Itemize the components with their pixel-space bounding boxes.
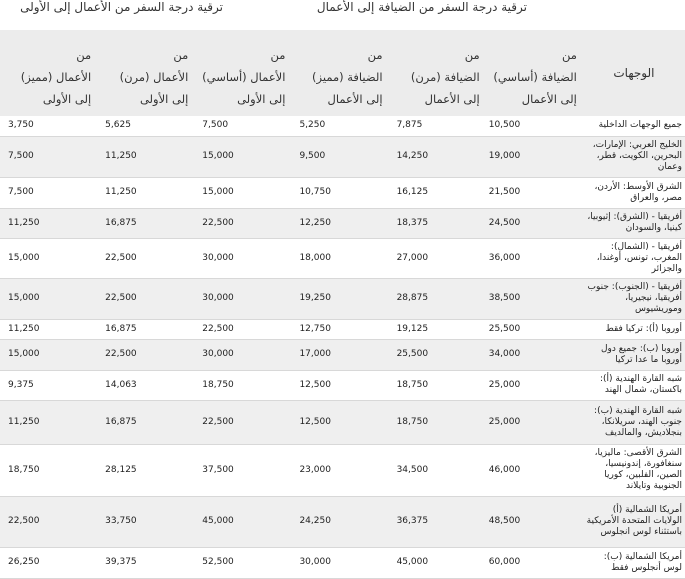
destination-cell: أمريكا الشمالية (أ) الولايات المتحدة الأمريكية باستثناء لوس انجلوس <box>583 496 685 547</box>
miles-value-cell: 25,500 <box>486 319 583 339</box>
header-col-5 <box>97 30 194 116</box>
header-destinations: الوجهات <box>583 30 685 116</box>
table-body <box>0 116 685 578</box>
miles-value-cell: 19,250 <box>291 278 388 319</box>
miles-value-cell: 7,500 <box>0 136 97 177</box>
miles-value-cell: 5,625 <box>97 116 194 136</box>
miles-value-cell: 46,000 <box>486 444 583 496</box>
miles-value-cell: 21,500 <box>486 177 583 208</box>
miles-value-cell: 25,000 <box>486 370 583 400</box>
miles-value-cell: 36,000 <box>486 238 583 278</box>
header-line: إلى الأعمال <box>327 92 383 106</box>
header-line: الأعمال (أساسي) <box>202 70 286 84</box>
miles-value-cell: 19,125 <box>389 319 486 339</box>
table-row <box>0 116 685 136</box>
miles-value-cell: 33,750 <box>97 496 194 547</box>
miles-value-cell: 34,500 <box>389 444 486 496</box>
header-line: من <box>464 48 480 62</box>
table-row <box>0 319 685 339</box>
miles-value-cell: 22,500 <box>97 238 194 278</box>
header-line: إلى الأعمال <box>521 92 577 106</box>
group-business-to-first: ترقية درجة السفر من الأعمال إلى الأولى <box>20 0 223 14</box>
miles-value-cell: 14,250 <box>389 136 486 177</box>
miles-value-cell: 23,000 <box>291 444 388 496</box>
header-line: من <box>173 48 189 62</box>
miles-value-cell: 28,125 <box>97 444 194 496</box>
destination-cell: أفريقيا - (الشمال): المغرب، تونس، أوغندا، والجزائر <box>583 238 685 278</box>
table-row <box>0 339 685 370</box>
miles-value-cell: 16,125 <box>389 177 486 208</box>
header-line: الضيافة (أساسي) <box>493 70 577 84</box>
miles-value-cell: 3,750 <box>0 116 97 136</box>
miles-value-cell: 26,250 <box>0 547 97 578</box>
miles-value-cell: 11,250 <box>97 177 194 208</box>
destination-cell: الشرق الأقصى: ماليزيا، سنغافورة، إندونيسيا، الصين، الفلبين، كوريا الجنوبية وتايلاند <box>583 444 685 496</box>
miles-value-cell: 7,875 <box>389 116 486 136</box>
table-row <box>0 208 685 238</box>
header-line: الضيافة (مرن) <box>410 70 480 84</box>
header-line: إلى الأولى <box>139 92 189 106</box>
header-col-3 <box>291 30 388 116</box>
miles-value-cell: 19,000 <box>486 136 583 177</box>
table-row <box>0 400 685 444</box>
miles-value-cell: 7,500 <box>0 177 97 208</box>
header-line: إلى الأولى <box>42 92 92 106</box>
miles-value-cell: 14,063 <box>97 370 194 400</box>
miles-value-cell: 30,000 <box>291 547 388 578</box>
miles-value-cell: 9,500 <box>291 136 388 177</box>
miles-value-cell: 60,000 <box>486 547 583 578</box>
table-row <box>0 370 685 400</box>
destination-cell: أمريكا الشمالية (ب): لوس أنجلوس فقط <box>583 547 685 578</box>
header-line: من <box>561 48 577 62</box>
miles-value-cell: 12,500 <box>291 370 388 400</box>
miles-value-cell: 48,500 <box>486 496 583 547</box>
header-line: الضيافة (مميز) <box>312 70 383 84</box>
destination-cell: أوروبا (ب): جميع دول أوروبا ما عدا تركيا <box>583 339 685 370</box>
miles-value-cell: 30,000 <box>194 278 291 319</box>
miles-value-cell: 22,500 <box>194 400 291 444</box>
header-col-4 <box>194 30 291 116</box>
header-line: الأعمال (مميز) <box>20 70 92 84</box>
miles-value-cell: 10,500 <box>486 116 583 136</box>
miles-value-cell: 24,250 <box>291 496 388 547</box>
header-line: من <box>76 48 92 62</box>
miles-value-cell: 22,500 <box>194 319 291 339</box>
miles-value-cell: 22,500 <box>97 278 194 319</box>
miles-value-cell: 18,750 <box>389 400 486 444</box>
header-line: إلى الأعمال <box>424 92 480 106</box>
destination-cell: شبه القارة الهندية (أ): باكستان، شمال الهند <box>583 370 685 400</box>
miles-value-cell: 16,875 <box>97 208 194 238</box>
table-header-row <box>0 30 685 116</box>
miles-value-cell: 52,500 <box>194 547 291 578</box>
miles-value-cell: 34,000 <box>486 339 583 370</box>
miles-value-cell: 10,750 <box>291 177 388 208</box>
miles-value-cell: 11,250 <box>0 319 97 339</box>
column-group-headers <box>0 0 685 30</box>
miles-value-cell: 22,500 <box>194 208 291 238</box>
miles-value-cell: 11,250 <box>0 208 97 238</box>
header-line: من <box>270 48 286 62</box>
miles-value-cell: 27,000 <box>389 238 486 278</box>
miles-value-cell: 18,750 <box>0 444 97 496</box>
destination-cell: الشرق الأوسط: الأردن، مصر، والعراق <box>583 177 685 208</box>
table-row <box>0 177 685 208</box>
miles-value-cell: 24,500 <box>486 208 583 238</box>
miles-value-cell: 25,500 <box>389 339 486 370</box>
destination-cell: جميع الوجهات الداخلية <box>583 116 685 136</box>
upgrade-miles-table <box>0 30 685 579</box>
group-hospitality-to-business: ترقية درجة السفر من الضيافة إلى الأعمال <box>316 0 527 14</box>
miles-value-cell: 15,000 <box>194 177 291 208</box>
table-row <box>0 496 685 547</box>
table-row <box>0 136 685 177</box>
miles-value-cell: 5,250 <box>291 116 388 136</box>
miles-value-cell: 18,000 <box>291 238 388 278</box>
miles-value-cell: 15,000 <box>0 278 97 319</box>
miles-value-cell: 25,000 <box>486 400 583 444</box>
miles-value-cell: 17,000 <box>291 339 388 370</box>
header-col-2 <box>389 30 486 116</box>
miles-value-cell: 12,750 <box>291 319 388 339</box>
miles-value-cell: 28,875 <box>389 278 486 319</box>
miles-value-cell: 11,250 <box>97 136 194 177</box>
table-row <box>0 547 685 578</box>
miles-value-cell: 7,500 <box>194 116 291 136</box>
header-col-6 <box>0 30 97 116</box>
destination-cell: الخليج العربي: الإمارات، البحرين، الكويت، قطر، وعمان <box>583 136 685 177</box>
miles-value-cell: 30,000 <box>194 339 291 370</box>
miles-value-cell: 16,875 <box>97 319 194 339</box>
miles-value-cell: 15,000 <box>0 238 97 278</box>
table-row <box>0 278 685 319</box>
destination-cell: أفريقيا - (الشرق): إثيوبيا، كينيا، والسودان <box>583 208 685 238</box>
header-col-1 <box>486 30 583 116</box>
miles-value-cell: 18,750 <box>194 370 291 400</box>
miles-value-cell: 18,750 <box>389 370 486 400</box>
miles-value-cell: 39,375 <box>97 547 194 578</box>
miles-value-cell: 36,375 <box>389 496 486 547</box>
header-line: من <box>367 48 383 62</box>
table-row <box>0 444 685 496</box>
destination-cell: أفريقيا - (الجنوب): جنوب أفريقيا، نيجيريا، وموريشيوس <box>583 278 685 319</box>
miles-value-cell: 22,500 <box>97 339 194 370</box>
miles-value-cell: 37,500 <box>194 444 291 496</box>
miles-value-cell: 12,250 <box>291 208 388 238</box>
miles-value-cell: 9,375 <box>0 370 97 400</box>
destination-cell: شبه القارة الهندية (ب): جنوب الهند، سريلانكا، بنجلاديش، والمالديف <box>583 400 685 444</box>
table-row <box>0 238 685 278</box>
miles-value-cell: 18,375 <box>389 208 486 238</box>
miles-value-cell: 12,500 <box>291 400 388 444</box>
miles-value-cell: 11,250 <box>0 400 97 444</box>
miles-value-cell: 15,000 <box>0 339 97 370</box>
miles-value-cell: 30,000 <box>194 238 291 278</box>
miles-value-cell: 45,000 <box>194 496 291 547</box>
miles-value-cell: 45,000 <box>389 547 486 578</box>
header-line: الأعمال (مرن) <box>119 70 189 84</box>
destination-cell: أوروبا (أ): تركيا فقط <box>583 319 685 339</box>
header-line: إلى الأولى <box>237 92 286 106</box>
miles-value-cell: 38,500 <box>486 278 583 319</box>
miles-value-cell: 15,000 <box>194 136 291 177</box>
miles-value-cell: 16,875 <box>97 400 194 444</box>
miles-value-cell: 22,500 <box>0 496 97 547</box>
